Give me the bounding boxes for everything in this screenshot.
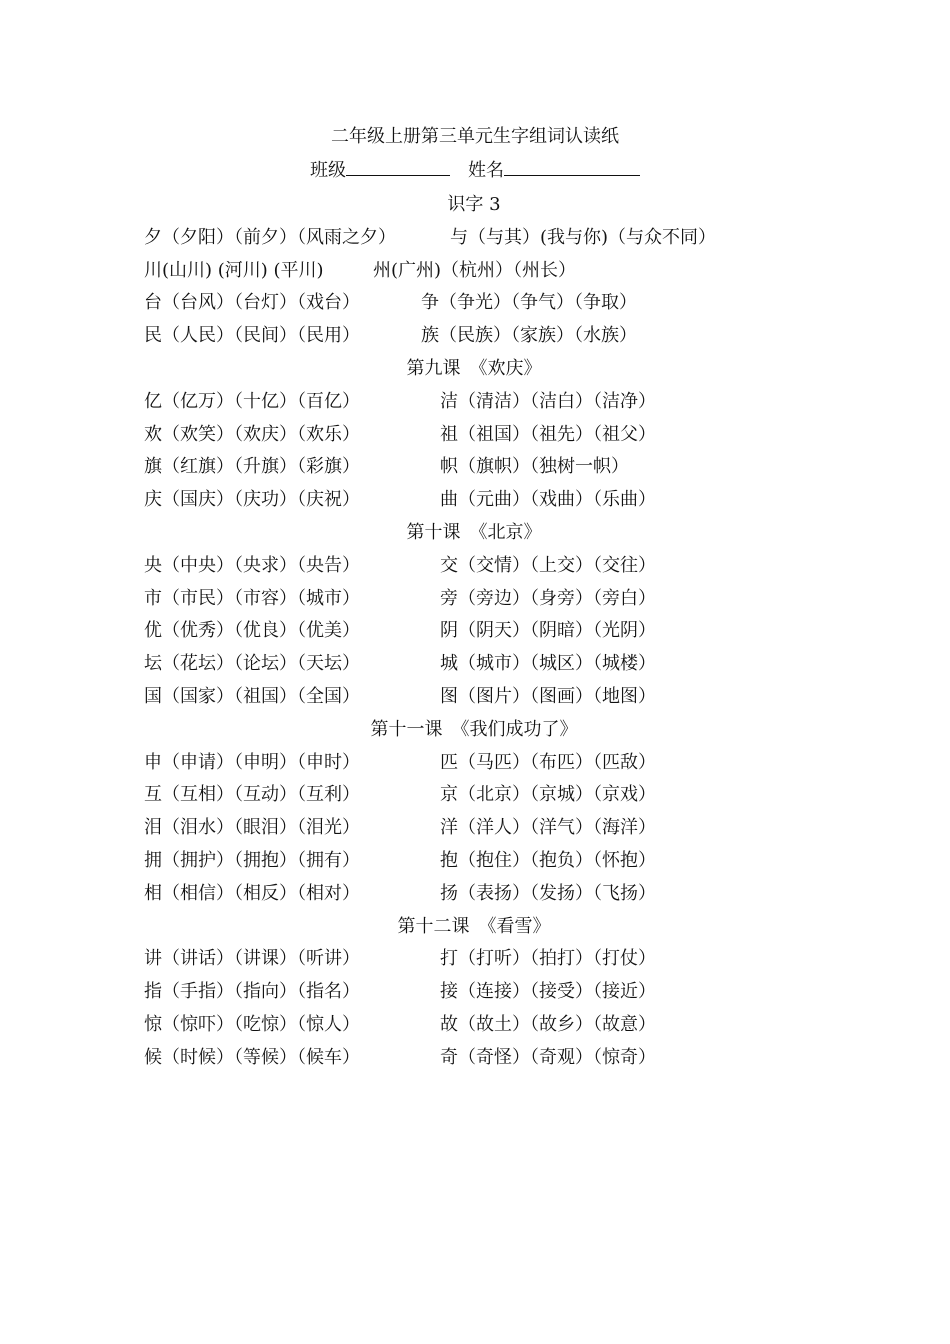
word-row xyxy=(144,648,844,681)
section-heading: 第十一课 《我们成功了》 xyxy=(370,718,578,740)
section-heading: 第九课 《欢庆》 xyxy=(406,357,542,379)
word-entry-right: 洁（清洁）（洁白）（洁净） xyxy=(440,390,656,412)
word-entry-right: 城（城市）（城区）（城楼） xyxy=(440,653,656,675)
word-entry-right: 匹（马匹）（布匹）（匹敌） xyxy=(440,751,656,773)
word-entry-right: 交（交情）（上交）（交往） xyxy=(440,554,656,576)
word-entry-left: 指（手指）（指向）（指名） xyxy=(144,981,360,1003)
word-entry-left: 台（台风）（台灯）（戏台） xyxy=(144,292,360,314)
word-entry-right: 故（故土）（故乡）（故意） xyxy=(440,1013,656,1035)
word-entry-right: 接（连接）（接受）（接近） xyxy=(440,981,656,1003)
word-row xyxy=(144,845,844,878)
word-entry-right: 抱（抱住）（抱负）（怀抱） xyxy=(440,849,656,871)
word-list xyxy=(144,189,844,1075)
word-row xyxy=(144,222,844,255)
word-row xyxy=(144,255,844,288)
word-entry-right: 奇（奇怪）（奇观）（惊奇） xyxy=(440,1046,656,1068)
word-row xyxy=(144,812,844,845)
student-info-line xyxy=(0,157,950,184)
word-row xyxy=(144,419,844,452)
word-entry-right: 族（民族）（家族）（水族） xyxy=(421,325,637,347)
word-row xyxy=(144,1009,844,1042)
word-entry-left: 泪（泪水）（眼泪）（泪光） xyxy=(144,817,360,839)
word-entry-left: 旗（红旗）（升旗）（彩旗） xyxy=(144,456,360,478)
word-row xyxy=(144,583,844,616)
class-blank xyxy=(346,157,450,176)
word-row xyxy=(144,320,844,353)
name-blank xyxy=(504,157,640,176)
word-entry-left: 庆（国庆）（庆功）（庆祝） xyxy=(144,489,360,511)
word-entry-right: 洋（洋人）（洋气）（海洋） xyxy=(440,817,656,839)
word-entry-left: 川(山川) (河川) (平川) xyxy=(144,259,324,281)
word-entry-right: 阴（阴天）（阴暗）（光阴） xyxy=(440,620,656,642)
word-entry-left: 候（时候）（等候）（候车） xyxy=(144,1046,360,1068)
word-row xyxy=(144,386,844,419)
word-entry-left: 优（优秀）（优良）（优美） xyxy=(144,620,360,642)
word-entry-left: 拥（拥护）（拥抱）（拥有） xyxy=(144,849,360,871)
word-entry-right: 京（北京）（京城）（京戏） xyxy=(440,784,656,806)
word-entry-right: 州(广州)（杭州）（州长） xyxy=(373,259,577,281)
word-entry-left: 民（人民）（民间）（民用） xyxy=(144,325,360,347)
word-entry-right: 帜（旗帜）（独树一帜） xyxy=(440,456,629,478)
section-heading: 第十课 《北京》 xyxy=(406,521,542,543)
word-entry-left: 惊（惊吓）（吃惊）（惊人） xyxy=(144,1013,360,1035)
word-entry-left: 国（国家）（祖国）（全国） xyxy=(144,685,360,707)
word-entry-left: 央（中央）（央求）（央告） xyxy=(144,554,360,576)
word-entry-right: 与（与其）(我与你)（与众不同） xyxy=(450,226,717,248)
word-row xyxy=(144,287,844,320)
word-entry-left: 讲（讲话）（讲课）（听讲） xyxy=(144,948,360,970)
name-label: 姓名 xyxy=(468,160,504,181)
section-heading: 第十二课 《看雪》 xyxy=(397,915,551,937)
word-entry-right: 曲（元曲）（戏曲）（乐曲） xyxy=(440,489,656,511)
section-heading: 识字 3 xyxy=(447,194,501,215)
word-row xyxy=(144,779,844,812)
word-entry-right: 祖（祖国）（祖先）（祖父） xyxy=(440,423,656,445)
word-entry-left: 互（互相）（互动）（互利） xyxy=(144,784,360,806)
word-row xyxy=(144,976,844,1009)
class-label: 班级 xyxy=(310,160,346,181)
word-entry-left: 市（市民）（市容）（城市） xyxy=(144,587,360,609)
word-entry-left: 申（申请）（申明）（申时） xyxy=(144,751,360,773)
word-entry-right: 图（图片）（图画）（地图） xyxy=(440,685,656,707)
word-row xyxy=(144,878,844,911)
word-entry-left: 相（相信）（相反）（相对） xyxy=(144,882,360,904)
worksheet-title: 二年级上册第三单元生字组词认读纸 xyxy=(331,126,619,147)
word-row xyxy=(144,451,844,484)
word-row xyxy=(144,484,844,517)
word-row xyxy=(144,681,844,714)
word-row xyxy=(144,747,844,780)
word-row xyxy=(144,943,844,976)
word-row xyxy=(144,1042,844,1075)
word-entry-left: 坛（花坛）（论坛）（天坛） xyxy=(144,653,360,675)
word-entry-right: 争（争光）（争气）（争取） xyxy=(421,292,637,314)
word-entry-left: 欢（欢笑）（欢庆）（欢乐） xyxy=(144,423,360,445)
word-entry-right: 扬（表扬）（发扬）（飞扬） xyxy=(440,882,656,904)
word-entry-left: 亿（亿万）（十亿）（百亿） xyxy=(144,390,360,412)
word-entry-left: 夕（夕阳）（前夕）（风雨之夕） xyxy=(144,226,396,248)
word-entry-right: 旁（旁边）（身旁）（旁白） xyxy=(440,587,656,609)
word-row xyxy=(144,550,844,583)
word-entry-right: 打（打听）（拍打）（打仗） xyxy=(440,948,656,970)
word-row xyxy=(144,615,844,648)
